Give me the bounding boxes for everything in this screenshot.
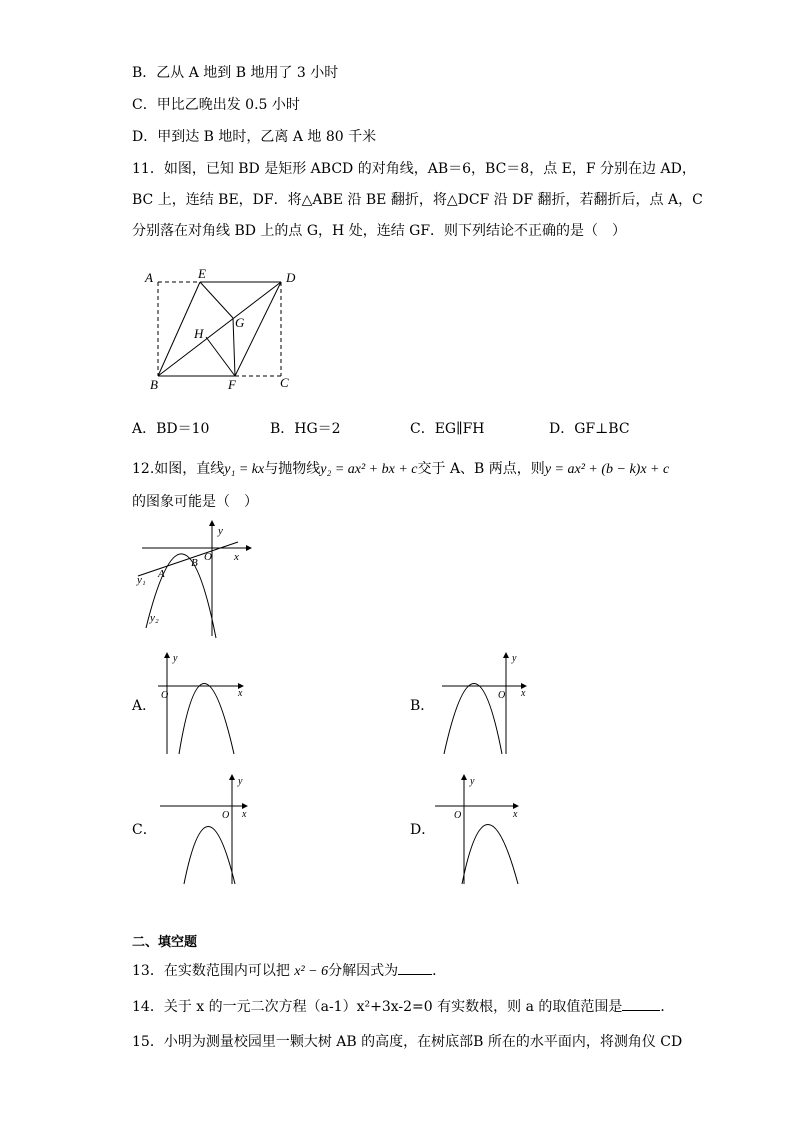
q12-y-expression: y = ax² + (b − k)x + c (544, 462, 670, 477)
q11-text-line1: 11．如图，已知 BD 是矩形 ABCD 的对角线，AB＝6，BC＝8，点 E，F 分别在边 AD， (132, 161, 696, 177)
fig11-label-e: E (198, 266, 206, 281)
q10-option-c: C．甲比乙晚出发 0.5 小时 (132, 97, 300, 113)
q12-y1-expression: y₁ = kx (224, 462, 265, 477)
graph-b-label-y: y (512, 653, 517, 664)
fig11-label-c: C (280, 375, 289, 390)
q12-fig-label-o: O (204, 551, 212, 563)
graph-c-label-x: x (242, 809, 247, 820)
graph-d-label-y: y (470, 776, 475, 787)
q12-fig-label-y: y (218, 525, 223, 537)
fig11-label-h: H (194, 326, 204, 341)
q12-option-d-graph (430, 770, 530, 890)
q10-option-d: D．甲到达 B 地时，乙离 A 地 80 千米 (132, 129, 377, 145)
section-fill-in-title: 二、填空题 (132, 935, 198, 950)
q12-fig-label-b: B (191, 557, 198, 569)
q14-text (132, 996, 674, 1017)
q15-text: 15．小明为测量校园里一颗大树 AB 的高度，在树底部B 所在的水平面内，将测角仪 CD (132, 1034, 683, 1050)
graph-b-label-x: x (521, 688, 526, 699)
graph-d-label-o: O (454, 810, 462, 821)
fig11-label-f: F (228, 377, 236, 392)
q12-text-line1 (132, 459, 669, 480)
q12-text-line2: 的图象可能是（ ） (132, 494, 258, 510)
graph-a-label-x: x (238, 688, 243, 699)
q12-fig-label-x: x (234, 551, 239, 563)
graph-a-label-o: O (161, 690, 169, 701)
q11-text-line2: BC 上，连结 BE，DF．将△ABE 沿 BE 翻折，将△DCF 沿 DF 翻折，若翻折后，点 A，C (132, 192, 703, 208)
q13-expression: x² − 6 (294, 964, 329, 979)
q14-prefix: 14．关于 x 的一元二次方程（a-1）x²+3x-2=0 有实数根，则 a 的取值范围是 (132, 999, 623, 1015)
q12-option-a-label: A． (132, 698, 157, 714)
q11-rectangle-figure (140, 262, 310, 394)
q13-prefix: 13．在实数范围内可以把 (132, 963, 295, 979)
q12-number: 12. (132, 461, 155, 477)
fig11-label-b: B (150, 377, 158, 392)
graph-c-label-o: O (222, 810, 230, 821)
fig11-label-g: G (235, 315, 245, 330)
q11-option-b: B．HG＝2 (270, 421, 341, 437)
graph-b-label-o: O (498, 690, 506, 701)
q12-text-a: 如图，直线 (154, 461, 225, 477)
q12-option-d-label: D． (410, 822, 436, 838)
q13-end: ． (432, 963, 447, 979)
graph-c-label-y: y (238, 776, 243, 787)
q13-answer-blank[interactable] (398, 960, 432, 975)
q12-option-c-label: C． (132, 822, 157, 838)
q12-fig-label-a: A (158, 568, 165, 580)
q11-option-a: A．BD＝10 (132, 421, 210, 437)
q12-fig-label-y2: y₂ (150, 612, 159, 624)
q13-text (132, 960, 446, 982)
q12-option-b-graph (430, 650, 530, 760)
q14-answer-blank[interactable] (622, 996, 660, 1011)
q11-option-c: C．EG∥FH (410, 421, 485, 437)
graph-d-label-x: x (513, 809, 518, 820)
q14-end: ． (660, 999, 675, 1015)
q13-post: 分解因式为 (328, 963, 399, 979)
q11-text-line3: 分别落在对角线 BD 上的点 G，H 处，连结 GF．则下列结论不正确的是（ ） (132, 223, 627, 239)
q12-option-a-graph (155, 650, 255, 760)
q12-main-figure (134, 520, 254, 640)
q12-text-c: 交于 A、B 两点，则 (417, 461, 545, 477)
q12-fig-label-y1: y₁ (137, 574, 146, 586)
q12-option-c-graph (155, 770, 255, 890)
fig11-label-d: D (286, 270, 296, 285)
fig11-label-a: A (145, 270, 153, 285)
q11-option-d: D．GF⊥BC (549, 421, 630, 437)
graph-a-label-y: y (173, 653, 178, 664)
q10-option-b: B．乙从 A 地到 B 地用了 3 小时 (132, 65, 339, 81)
q12-y2-expression: y₂ = ax² + bx + c (320, 462, 418, 477)
q12-option-b-label: B． (410, 698, 435, 714)
q12-text-b: 与抛物线 (264, 461, 321, 477)
